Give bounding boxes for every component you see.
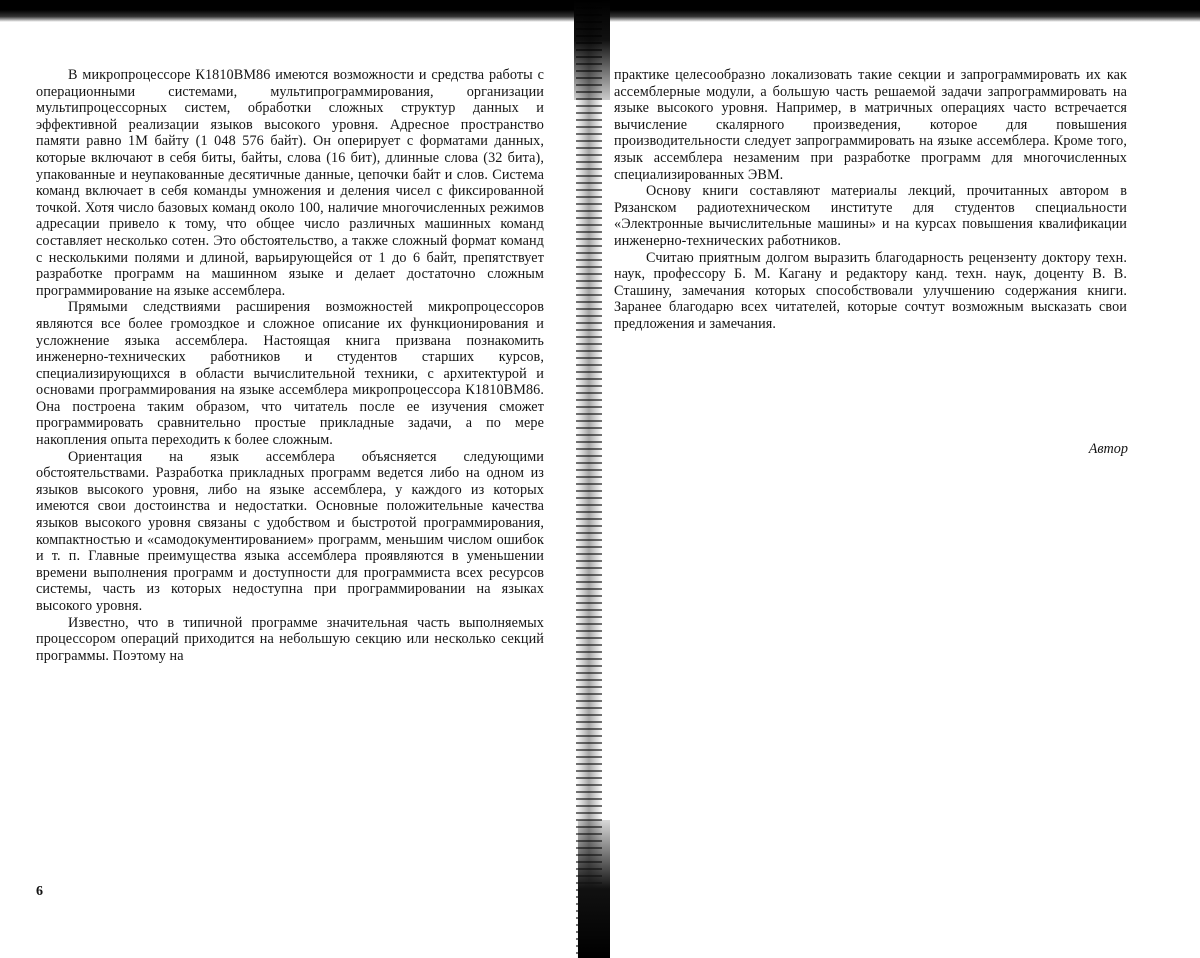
right-page-text (614, 67, 1127, 333)
spine-bottom-shadow (578, 820, 610, 958)
spine-noise-band (576, 0, 602, 958)
author-signature: Автор (1088, 441, 1128, 457)
left-paragraph-4: Известно, что в типичной программе значительная часть выполняемых процессором операций приходится на небольшую секцию или несколько секций программы. Поэтому на (36, 614, 544, 664)
left-paragraph-3: Ориентация на язык ассемблера объясняется следующими обстоятельствами. Разработка прикладных программ ведется либо на одном из языков высокого уровня, либо на языке ассемблера, у каждого из которых имеются свои достоинства и недостатки. Основные положительные качества языков высокого уровня связаны с удобством и быстротой программирования, компактностью и «самодокументированием» программ, меньшим числом ошибок и т. п. Главные преимущества языка ассемблера проявляются в уменьшении времени выполнения программ и доступности для программиста всех ресурсов системы, часть из которых недоступна при программировании на языках высокого уровня. (36, 448, 544, 614)
book-spine-shadow (568, 0, 610, 958)
left-paragraph-2: Прямыми следствиями расширения возможностей микропроцессоров являются все более громоздкое и сложное описание их функционирования и усложнение языка ассемблера. Настоящая книга призвана познакомить инженерно-технических работников и студентов старших курсов, специализирующихся в области вычислительной техники, с архитектурой и основами программирования на языке ассемблера микропроцессора К1810ВМ86. Она построена таким образом, что читатель после ее изучения сможет программировать сравнительно простые прикладные задачи, а по мере накопления опыта переходить к более сложным. (36, 299, 544, 449)
right-paragraph-3: Считаю приятным долгом выразить благодарность рецензенту доктору техн. наук, профессору Б. М. Кагану и редактору канд. техн. наук, доценту В. В. Сташину, замечания которых способствовали улучшению содержания книги. Заранее благодарю всех читателей, которые сочтут возможным высказать свои предложения и замечания. (614, 249, 1127, 332)
right-paragraph-1: практике целесообразно локализовать такие секции и запрограммировать их как ассемблерные модули, а большую часть решаемой задачи запрограммировать на языке высокого уровня. Например, в матричных операциях часто встречается вычисление скалярного произведения, которое для повышения производительности следует запрограммировать на языке ассемблера. Кроме того, язык ассемблера незаменим при разработке программ для многочисленных специализированных ЭВМ. (614, 67, 1127, 183)
right-paragraph-2: Основу книги составляют материалы лекций, прочитанных автором в Рязанском радиотехническом институте для студентов специальности «Электронные вычислительные машины» и на курсах повышения квалификации инженерно-технических работников. (614, 183, 1127, 249)
left-page-text (36, 67, 544, 664)
left-paragraph-1: В микропроцессоре К1810ВМ86 имеются возможности и средства работы с операционными системами, мультипрограммирования, организации мультипроцессорных систем, обработки сложных структур данных и эффективной реализации языков высокого уровня. Адресное пространство памяти равно 1М байту (1 048 576 байт). Он оперирует с форматами данных, которые включают в себя биты, байты, слова (16 бит), длинные слова (32 бита), упакованные и неупакованные десятичные данные, цепочки байт и слов. Система команд включает в себя команды умножения и деления чисел с фиксированной точкой. Хотя число базовых команд около 100, наличие многочисленных режимов адресации привело к тому, что общее число различных машинных команд составляет несколько сотен. Это обстоятельство, а также сложный формат команд с несколькими полями и длиной, варьирующейся от 1 до 6 байт, препятствует разработке программ на машинном языке и делает достаточно сложным программирование на языке ассемблера. (36, 67, 544, 299)
page-number: 6 (36, 884, 43, 899)
